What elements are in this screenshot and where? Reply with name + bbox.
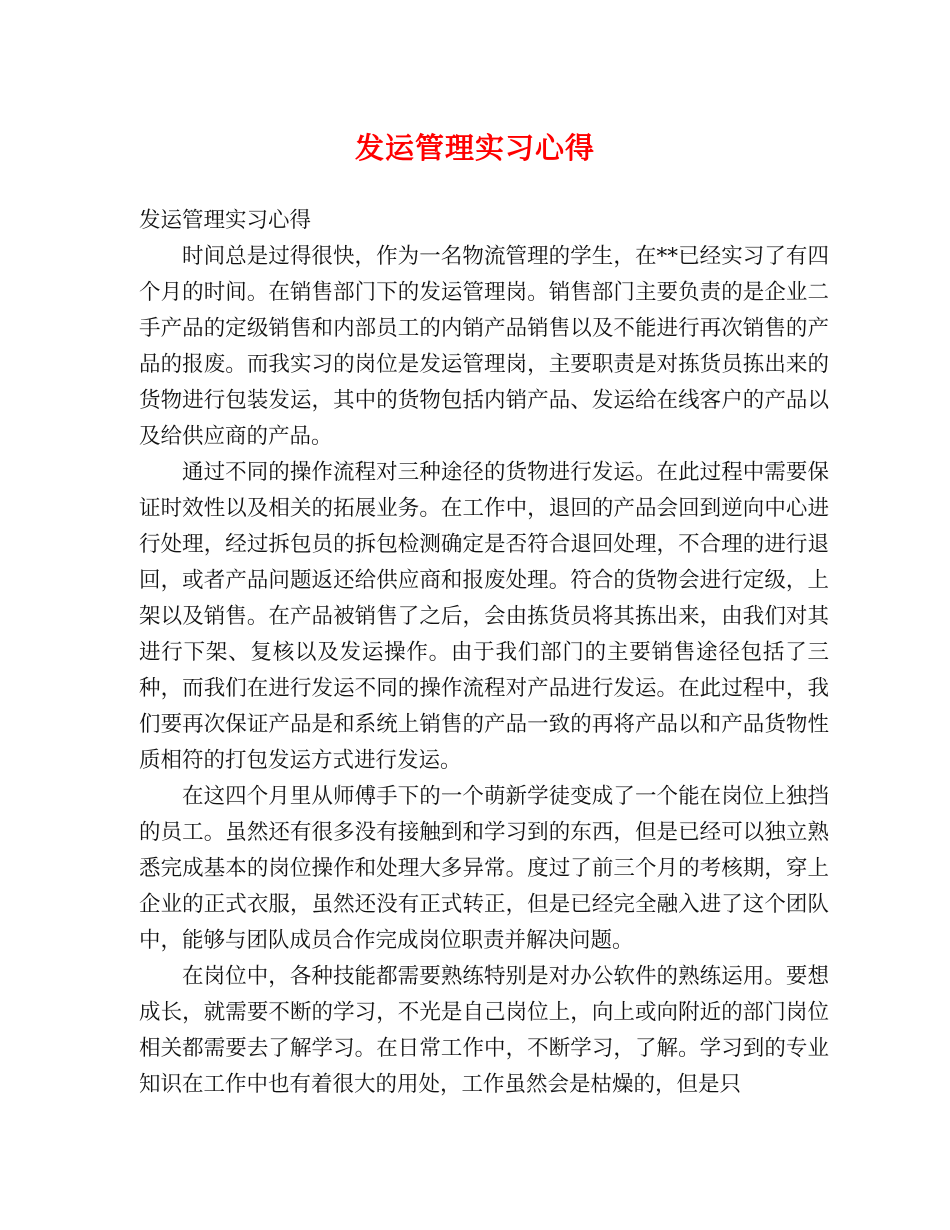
paragraph-4: 在岗位中，各种技能都需要熟练特别是对办公软件的熟练运用。要想成长，就需要不断的学习，不光是自己岗位上，向上或向附近的部门岗位相关都需要去了解学习。在日常工作中，不断学习，了解。学习到的专业知识在工作中也有着很大的用处，工作虽然会是枯燥的，但是只 xyxy=(139,964,829,1097)
paragraph-3: 在这四个月里从师傅手下的一个萌新学徒变成了一个能在岗位上独挡的员工。虽然还有很多没有接触到和学习到的东西，但是已经可以独立熟悉完成基本的岗位操作和处理大多异常。度过了前三个月的考核期，穿上企业的正式衣服，虽然还没有正式转正，但是已经完全融入进了这个团队中，能够与团队成员合作完成岗位职责并解决问题。 xyxy=(139,784,829,953)
document-title: 发运管理实习心得 xyxy=(354,131,595,165)
document-body xyxy=(139,203,829,1103)
paragraph-2: 通过不同的操作流程对三种途径的货物进行发运。在此过程中需要保证时效性以及相关的拓展业务。在工作中，退回的产品会回到逆向中心进行处理，经过拆包员的拆包检测确定是否符合退回处理，不合理的进行退回，或者产品问题返还给供应商和报废处理。符合的货物会进行定级，上架以及销售。在产品被销售了之后，会由拣货员将其拣出来，由我们对其进行下架、复核以及发运操作。由于我们部门的主要销售途径包括了三种，而我们在进行发运不同的操作流程对产品进行发运。在此过程中，我们要再次保证产品是和系统上销售的产品一致的再将产品以和产品货物性质相符的打包发运方式进行发运。 xyxy=(139,460,829,773)
paragraph-1: 时间总是过得很快，作为一名物流管理的学生，在**已经实习了有四个月的时间。在销售部门下的发运管理岗。销售部门主要负责的是企业二手产品的定级销售和内部员工的内销产品销售以及不能进行再次销售的产品的报废。而我实习的岗位是发运管理岗，主要职责是对拣货员拣出来的货物进行包装发运，其中的货物包括内销产品、发运给在线客户的产品以及给供应商的产品。 xyxy=(139,244,829,449)
document-subtitle: 发运管理实习心得 xyxy=(139,208,312,233)
